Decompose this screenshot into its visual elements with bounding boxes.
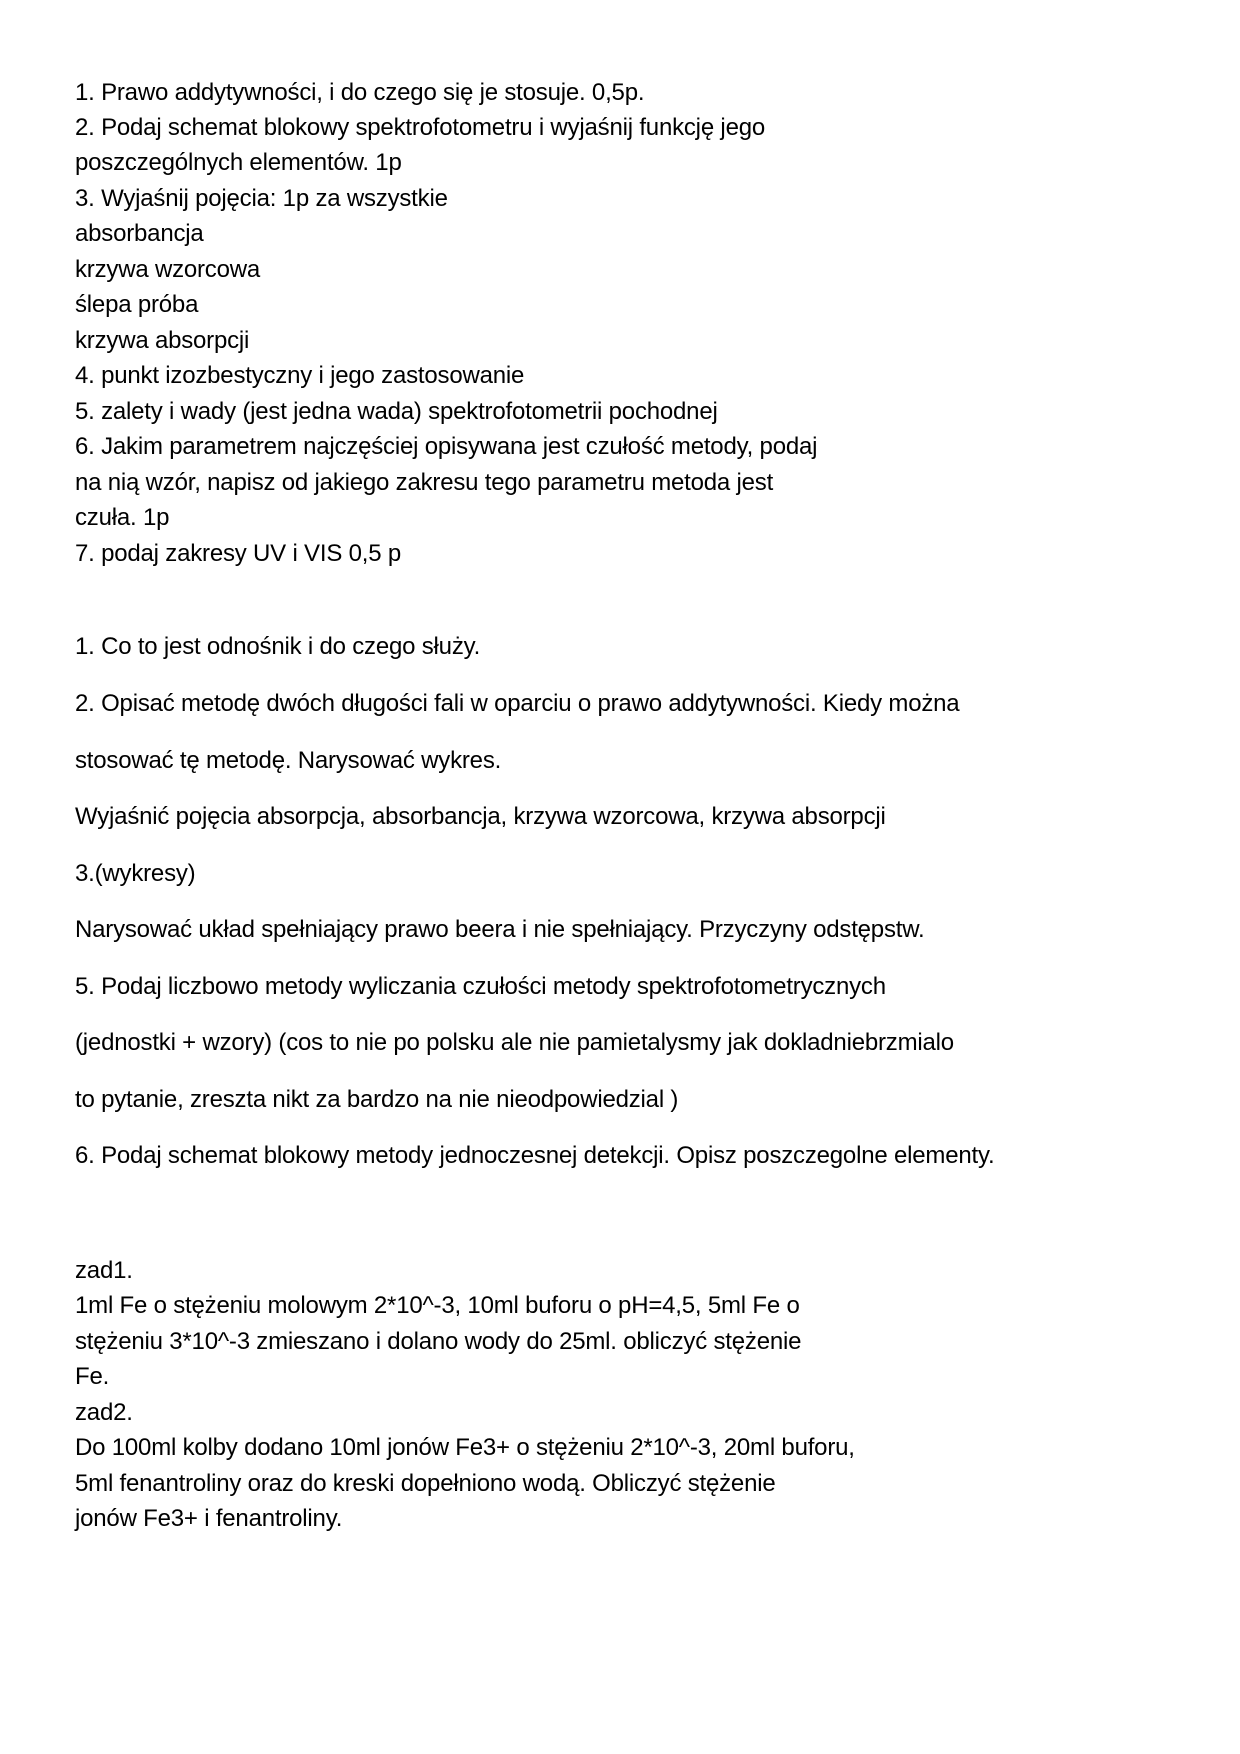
question-a-6-cont-2: czuła. 1p	[75, 504, 170, 531]
term-krzywa-absorpcji: krzywa absorpcji	[75, 327, 250, 354]
task-1-heading: zad1.	[75, 1257, 133, 1284]
question-b-beer-law: Narysować układ spełniający prawo beera i nie spełniający. Przyczyny odstępstw.	[75, 916, 925, 943]
task-1-text: 1ml Fe o stężeniu molowym 2*10^-3, 10ml buforu o pH=4,5, 5ml Fe o	[75, 1292, 800, 1319]
question-b-5-cont-2: to pytanie, zreszta nikt za bardzo na nie nieodpowiedzial )	[75, 1086, 679, 1113]
question-a-2-cont: poszczególnych elementów. 1p	[75, 149, 402, 176]
question-b-6: 6. Podaj schemat blokowy metody jednoczesnej detekcji. Opisz poszczegolne elementy.	[75, 1142, 995, 1169]
question-a-5: 5. zalety i wady (jest jedna wada) spektrofotometrii pochodnej	[75, 398, 718, 425]
question-a-6: 6. Jakim parametrem najczęściej opisywana jest czułość metody, podaj	[75, 433, 818, 460]
question-b-2: 2. Opisać metodę dwóch długości fali w oparciu o prawo addytywności. Kiedy można	[75, 690, 960, 717]
question-b-3: 3.(wykresy)	[75, 860, 196, 887]
question-a-7: 7. podaj zakresy UV i VIS 0,5 p	[75, 540, 401, 567]
question-b-5: 5. Podaj liczbowo metody wyliczania czułości metody spektrofotometrycznych	[75, 973, 886, 1000]
question-a-4: 4. punkt izozbestyczny i jego zastosowanie	[75, 362, 525, 389]
task-1-text-cont-1: stężeniu 3*10^-3 zmieszano i dolano wody do 25ml. obliczyć stężenie	[75, 1328, 802, 1355]
question-a-2: 2. Podaj schemat blokowy spektrofotometru i wyjaśnij funkcję jego	[75, 114, 766, 141]
question-a-1: 1. Prawo addytywności, i do czego się je stosuje. 0,5p.	[75, 79, 645, 106]
term-krzywa-wzorcowa: krzywa wzorcowa	[75, 256, 261, 283]
task-2-text-cont-2: jonów Fe3+ i fenantroliny.	[75, 1505, 343, 1532]
term-slepa-proba: ślepa próba	[75, 291, 199, 318]
question-b-terms: Wyjaśnić pojęcia absorpcja, absorbancja, krzywa wzorcowa, krzywa absorpcji	[75, 803, 886, 830]
task-2-text: Do 100ml kolby dodano 10ml jonów Fe3+ o stężeniu 2*10^-3, 20ml buforu,	[75, 1434, 855, 1461]
task-1-text-cont-2: Fe.	[75, 1363, 110, 1390]
task-2-heading: zad2.	[75, 1399, 133, 1426]
question-a-6-cont-1: na nią wzór, napisz od jakiego zakresu tego parametru metoda jest	[75, 469, 774, 496]
question-b-5-cont-1: (jednostki + wzory) (cos to nie po polsku ale nie pamietalysmy jak dokladniebrzmialo	[75, 1029, 954, 1056]
question-a-3: 3. Wyjaśnij pojęcia: 1p za wszystkie	[75, 185, 448, 212]
task-2-text-cont-1: 5ml fenantroliny oraz do kreski dopełniono wodą. Obliczyć stężenie	[75, 1470, 776, 1497]
question-b-1: 1. Co to jest odnośnik i do czego służy.	[75, 633, 481, 660]
question-b-2-cont: stosować tę metodę. Narysować wykres.	[75, 747, 502, 774]
term-absorbancja: absorbancja	[75, 220, 204, 247]
